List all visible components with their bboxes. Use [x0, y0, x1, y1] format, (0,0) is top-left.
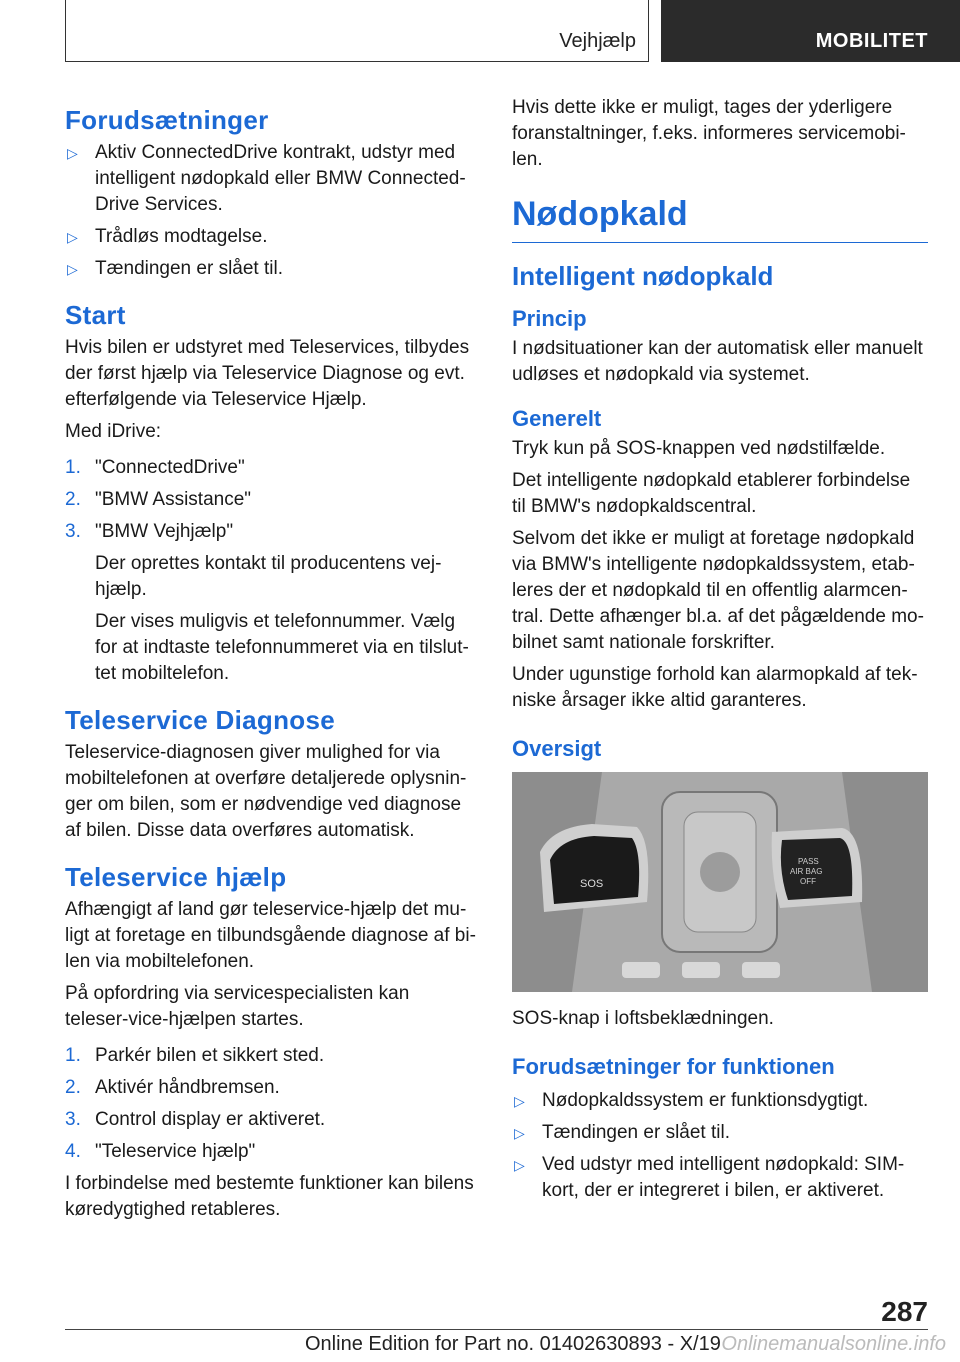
- step-text: "ConnectedDrive": [95, 457, 245, 478]
- header-section-title: Vejhjælp: [559, 30, 636, 52]
- paragraph: Tryk kun på SOS-knappen ved nødstilfælde.: [512, 438, 886, 459]
- prerequisites-list: [65, 140, 477, 282]
- step-number: 1.: [65, 457, 81, 478]
- page-number: 287: [881, 1296, 928, 1327]
- header-section-box: [65, 0, 649, 62]
- sos-label: SOS: [580, 878, 604, 890]
- heading-generelt: Generelt: [512, 406, 602, 431]
- list-item: [65, 1075, 477, 1101]
- step-number: 2.: [65, 489, 81, 510]
- paragraph: Selvom det ikke er muligt at foretage nødopkald via BMW's intelligente nødopkaldssystem, etab-leres der et nødopkald til en offentlig alarmcen-tral. Dette afhænger bl.a. af det pågældende mo-bilnet samt nationale forskrifter.: [512, 528, 924, 653]
- list-item: [65, 1107, 477, 1133]
- step-number: 1.: [65, 1045, 81, 1066]
- heading-teleservice-hjaelp: Teleservice hjælp: [65, 862, 287, 892]
- list-item: [65, 455, 477, 481]
- overhead-console-illustration: [512, 772, 928, 992]
- footer-watermark: Onlinemanualsonline.info: [721, 1333, 946, 1355]
- heading-forudsaetninger: Forudsætninger: [65, 105, 269, 135]
- passenger-airbag-label-2: AIR BAG: [790, 867, 823, 876]
- list-item: ▷ Tændingen er slået til.: [512, 1120, 928, 1146]
- paragraph: Afhængigt af land gør teleservice-hjælp det mu-ligt at foretage en tilbundsgående diagnose af bi-len via mobiltelefonen.: [65, 899, 476, 972]
- step-number: 2.: [65, 1077, 81, 1098]
- paragraph: I forbindelse med bestemte funktioner kan bilens køredygtighed retableres.: [65, 1173, 474, 1220]
- chapter-title: Nødopkald: [512, 195, 928, 243]
- footer-divider: [65, 1329, 928, 1330]
- photo-caption: SOS-knap i loftsbeklædningen.: [512, 1008, 774, 1029]
- passenger-airbag-label-3: OFF: [800, 877, 816, 886]
- paragraph: Det intelligente nødopkald etablerer forbindelse til BMW's nødopkaldscentral.: [512, 470, 911, 517]
- start-steps-list: [65, 455, 477, 545]
- heading-intelligent-noedopkald: Intelligent nødopkald: [512, 261, 774, 291]
- step-text: Parkér bilen et sikkert sted.: [95, 1045, 325, 1066]
- footer-edition: Online Edition for Part no. 01402630893 - X/19: [305, 1333, 721, 1355]
- list-item: [65, 519, 477, 545]
- heading-teleservice-diagnose: Teleservice Diagnose: [65, 705, 335, 735]
- passenger-airbag-label-1: PASS: [798, 857, 819, 866]
- list-item: ▷ Nødopkaldssystem er funktionsdygtigt.: [512, 1088, 928, 1114]
- list-item: [65, 487, 477, 513]
- right-column: [512, 95, 928, 1210]
- step-number: 3.: [65, 521, 81, 542]
- paragraph: Med iDrive:: [65, 421, 162, 442]
- heading-oversigt: Oversigt: [512, 736, 602, 761]
- heading-start: Start: [65, 300, 126, 330]
- paragraph: Hvis dette ikke er muligt, tages der yderligere foranstaltninger, f.eks. informeres servicemobi-len.: [512, 97, 906, 170]
- list-item: ▷ Tændingen er slået til.: [65, 256, 477, 282]
- heading-forudsaetninger-funktionen: Forudsætninger for funktionen: [512, 1054, 835, 1079]
- left-column: [65, 95, 477, 1229]
- paragraph: Under ugunstige forhold kan alarmopkald af tek-niske årsager ikke altid garanteres.: [512, 664, 918, 711]
- help-steps-list: [65, 1043, 477, 1165]
- paragraph: Teleservice-diagnosen giver mulighed for via mobiltelefonen at overføre detaljerede oplysnin-ger om bilen, som er nødvendige ved diagnose af bilen. Disse data overføres automatisk.: [65, 742, 467, 841]
- step-number: 3.: [65, 1109, 81, 1130]
- list-item: ▷ Trådløs modtagelse.: [65, 224, 477, 250]
- sos-button-photo: [512, 772, 928, 992]
- paragraph: Hvis bilen er udstyret med Teleservices, tilbydes der først hjælp via Teleservice Diagnose og evt. efterfølgende via Teleservice Hjælp.: [65, 337, 470, 410]
- paragraph: På opfordring via servicespecialisten kan teleser-vice-hjælpen startes.: [65, 983, 410, 1030]
- function-prerequisites-list: [512, 1088, 928, 1204]
- header-chapter-tab: [661, 0, 960, 62]
- heading-princip: Princip: [512, 306, 587, 331]
- step-text: "BMW Vejhjælp": [95, 521, 234, 542]
- step-text: Control display er aktiveret.: [95, 1109, 326, 1130]
- list-item: ▷ Ved udstyr med intelligent nødopkald: SIM-kort, der er integreret i bilen, er aktiveret.: [512, 1152, 928, 1204]
- step-number: 4.: [65, 1141, 81, 1162]
- paragraph: I nødsituationer kan der automatisk eller manuelt udløses et nødopkald via systemet.: [512, 338, 923, 385]
- step-text: Aktivér håndbremsen.: [95, 1077, 280, 1098]
- list-item: [65, 1139, 477, 1165]
- step-text: "Teleservice hjælp": [95, 1141, 256, 1162]
- header-chapter-label: MOBILITET: [815, 30, 928, 52]
- list-item: ▷ Aktiv ConnectedDrive kontrakt, udstyr med intelligent nødopkald eller BMW Connected-Drive Services.: [65, 140, 477, 218]
- list-item: [65, 1043, 477, 1069]
- step-note: Der vises muligvis et telefonnummer. Vælg for at indtaste telefonnummeret via en tilslut-tet mobiltelefon.: [95, 611, 469, 684]
- step-note: Der oprettes kontakt til producentens vej-hjælp.: [95, 553, 442, 600]
- step-text: "BMW Assistance": [95, 489, 252, 510]
